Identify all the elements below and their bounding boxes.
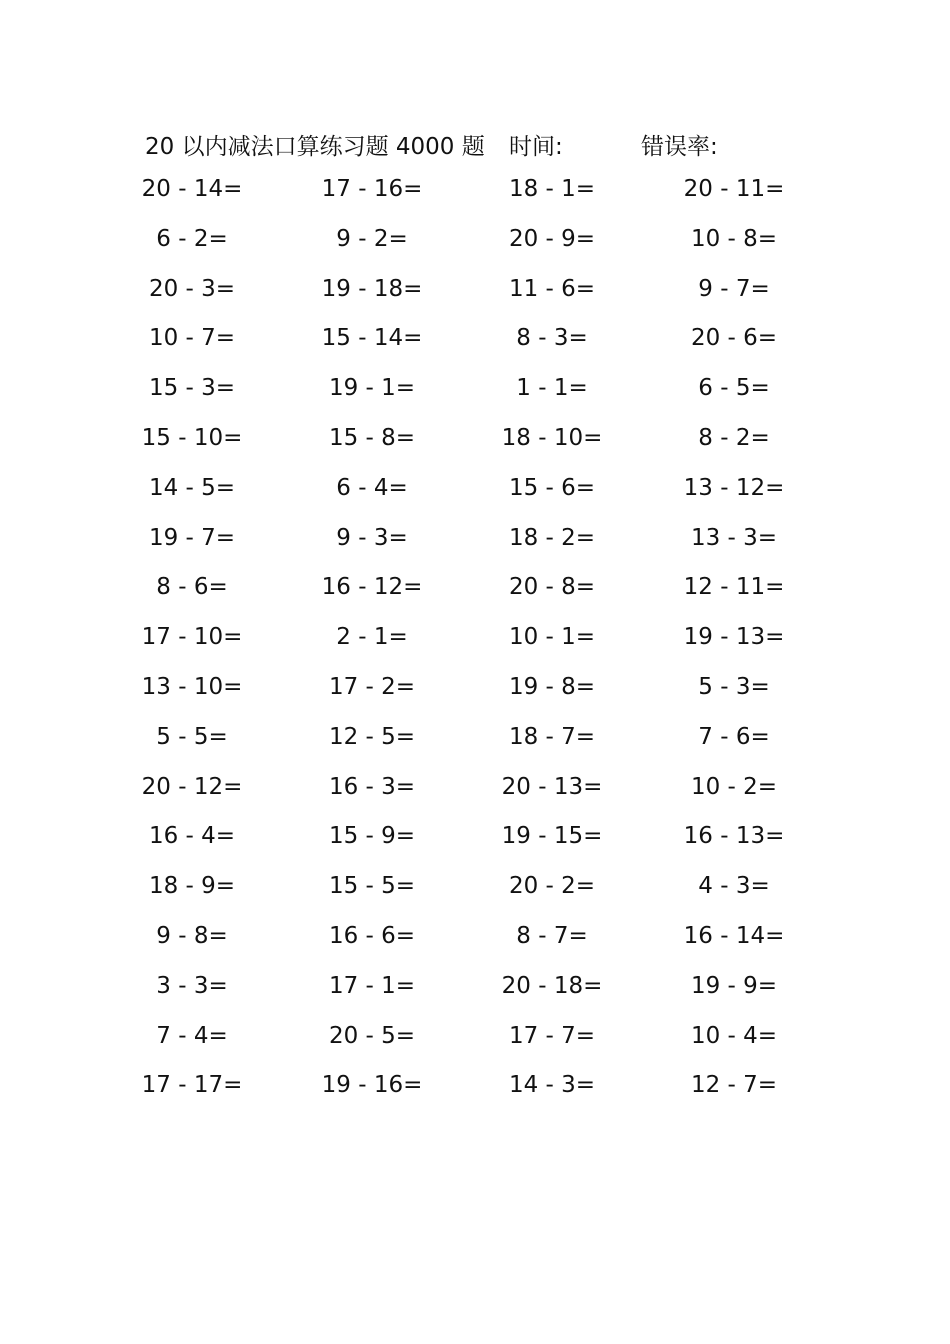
problem-cell: 16 - 4= [148, 823, 236, 850]
problem-row [0, 969, 950, 1019]
time-label: 时间: [509, 134, 563, 160]
problem-row [0, 371, 950, 421]
problem-row [0, 570, 950, 620]
problem-cell: 18 - 10= [501, 424, 603, 451]
problem-cell: 6 - 2= [156, 225, 228, 252]
problem-row [0, 620, 950, 670]
problem-cell: 9 - 2= [336, 225, 408, 252]
problem-row [0, 1019, 950, 1069]
problem-cell: 10 - 1= [508, 624, 596, 651]
problem-row [0, 172, 950, 222]
problem-cell: 12 - 11= [683, 574, 785, 601]
problem-cell: 16 - 3= [328, 773, 416, 800]
problem-grid [0, 172, 950, 1118]
problem-cell: 7 - 4= [156, 1022, 228, 1049]
problem-cell: 1 - 1= [516, 375, 588, 402]
problem-cell: 20 - 8= [508, 574, 596, 601]
error-rate-label: 错误率: [641, 134, 718, 160]
problem-cell: 8 - 3= [516, 325, 588, 352]
problem-cell: 17 - 10= [141, 624, 243, 651]
problem-cell: 18 - 1= [508, 176, 596, 202]
worksheet-title: 20 以内减法口算练习题 4000 题 [145, 134, 485, 160]
problem-row [0, 720, 950, 770]
problem-cell: 5 - 5= [156, 723, 228, 750]
problem-cell: 14 - 5= [148, 474, 236, 501]
problem-cell: 19 - 18= [321, 275, 423, 302]
problem-cell: 6 - 5= [698, 375, 770, 402]
problem-cell: 2 - 1= [336, 624, 408, 651]
problem-cell: 18 - 9= [148, 873, 236, 900]
problem-cell: 20 - 6= [690, 325, 778, 352]
problem-cell: 18 - 2= [508, 524, 596, 551]
problem-cell: 15 - 9= [328, 823, 416, 850]
problem-cell: 15 - 10= [141, 424, 243, 451]
problem-cell: 9 - 7= [698, 275, 770, 302]
problem-cell: 17 - 17= [141, 1072, 243, 1099]
problem-cell: 13 - 12= [683, 474, 785, 501]
problem-cell: 17 - 16= [321, 176, 423, 202]
problem-cell: 9 - 8= [156, 922, 228, 949]
problem-row [0, 919, 950, 969]
problem-cell: 11 - 6= [508, 275, 596, 302]
problem-cell: 20 - 13= [501, 773, 603, 800]
problem-cell: 19 - 9= [690, 972, 778, 999]
problem-cell: 15 - 3= [148, 375, 236, 402]
problem-cell: 19 - 15= [501, 823, 603, 850]
problem-row [0, 521, 950, 571]
problem-cell: 20 - 14= [141, 176, 243, 202]
problem-cell: 10 - 2= [690, 773, 778, 800]
problem-cell: 20 - 2= [508, 873, 596, 900]
problem-cell: 17 - 1= [328, 972, 416, 999]
problem-cell: 6 - 4= [336, 474, 408, 501]
problem-cell: 12 - 7= [690, 1072, 778, 1099]
problem-cell: 15 - 8= [328, 424, 416, 451]
problem-cell: 5 - 3= [698, 673, 770, 700]
problem-cell: 17 - 7= [508, 1022, 596, 1049]
problem-cell: 14 - 3= [508, 1072, 596, 1099]
problem-row [0, 321, 950, 371]
problem-cell: 18 - 7= [508, 723, 596, 750]
problem-cell: 20 - 12= [141, 773, 243, 800]
problem-row [0, 819, 950, 869]
problem-cell: 9 - 3= [336, 524, 408, 551]
problem-cell: 20 - 18= [501, 972, 603, 999]
problem-cell: 19 - 1= [328, 375, 416, 402]
problem-cell: 8 - 6= [156, 574, 228, 601]
problem-cell: 13 - 10= [141, 673, 243, 700]
problem-cell: 13 - 3= [690, 524, 778, 551]
problem-cell: 8 - 7= [516, 922, 588, 949]
problem-cell: 15 - 5= [328, 873, 416, 900]
problem-row [0, 471, 950, 521]
problem-cell: 7 - 6= [698, 723, 770, 750]
problem-cell: 20 - 9= [508, 225, 596, 252]
problem-cell: 20 - 5= [328, 1022, 416, 1049]
problem-cell: 10 - 4= [690, 1022, 778, 1049]
problem-cell: 10 - 8= [690, 225, 778, 252]
problem-cell: 16 - 12= [321, 574, 423, 601]
problem-cell: 16 - 14= [683, 922, 785, 949]
problem-row [0, 222, 950, 272]
worksheet-header [0, 124, 950, 160]
problem-cell: 17 - 2= [328, 673, 416, 700]
problem-cell: 16 - 13= [683, 823, 785, 850]
problem-cell: 10 - 7= [148, 325, 236, 352]
problem-cell: 19 - 7= [148, 524, 236, 551]
problem-row [0, 1068, 950, 1118]
problem-cell: 15 - 14= [321, 325, 423, 352]
problem-cell: 20 - 11= [683, 176, 785, 202]
problem-cell: 20 - 3= [148, 275, 236, 302]
problem-cell: 3 - 3= [156, 972, 228, 999]
problem-cell: 8 - 2= [698, 424, 770, 451]
problem-cell: 19 - 13= [683, 624, 785, 651]
problem-row [0, 272, 950, 322]
problem-cell: 19 - 16= [321, 1072, 423, 1099]
problem-cell: 12 - 5= [328, 723, 416, 750]
problem-row [0, 770, 950, 820]
problem-cell: 4 - 3= [698, 873, 770, 900]
problem-cell: 15 - 6= [508, 474, 596, 501]
problem-cell: 19 - 8= [508, 673, 596, 700]
problem-row [0, 670, 950, 720]
problem-row [0, 421, 950, 471]
problem-cell: 16 - 6= [328, 922, 416, 949]
problem-row [0, 869, 950, 919]
